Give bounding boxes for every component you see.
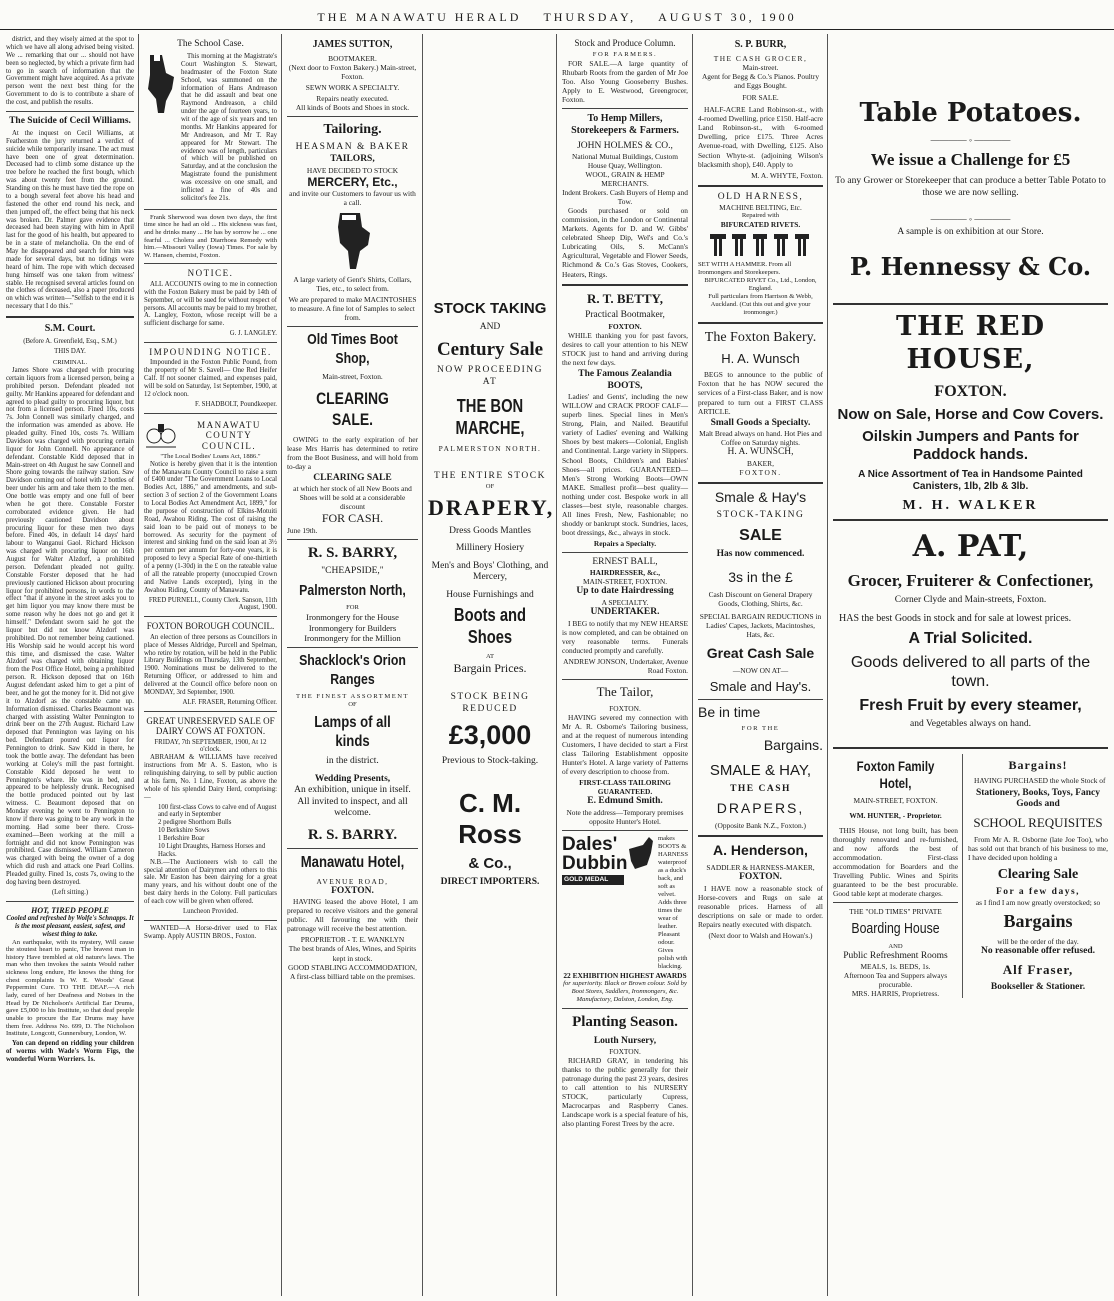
schnapps-headline: HOT, TIRED PEOPLE — [31, 905, 109, 915]
boarding-house-headline: Boarding House — [851, 920, 940, 938]
special-bargain: SPECIAL BARGAIN REDUCTIONS in Ladies' Capes, Jackets, Macintoshes, Hats, &c. — [699, 611, 822, 639]
clearing-sale-banner: CLEARING SALE — [313, 472, 392, 483]
schnapps-tagline: Cooled and refreshed by Wolfe's Schnapps. It is the most pleasant, easiest, safest, and wisest thing to take. — [6, 914, 134, 938]
column-rule — [138, 34, 139, 1296]
farmers-label: FOR FARMERS. — [592, 50, 658, 58]
opposite-bank: (Opposite Bank N.Z., Foxton.) — [715, 820, 806, 830]
be-in-time: Be in time — [698, 703, 761, 720]
heasman-baker-macintosh: We are prepared to make MACINTOSHES to measure. A fine lot of Samples to select from. — [288, 295, 417, 323]
goods-delivered: Goods delivered to all parts of the town. — [850, 653, 1091, 691]
wunsch-signature: H. A. WUNSCH, — [727, 447, 794, 458]
divider — [144, 413, 277, 414]
pointing-hand-icon — [330, 211, 376, 271]
divider — [287, 647, 418, 648]
betty-body: WHILE thanking you for past favors, desires to call your attention to his NEW STOCK just to hand and arriving during the next few days. — [562, 331, 688, 368]
mercery-headline: MERCERY, Etc., — [307, 174, 398, 189]
ironmongery-builders: Ironmongery for Builders — [308, 622, 397, 633]
refreshment-rooms: Public Refreshment Rooms — [843, 950, 948, 961]
column-rule — [281, 34, 282, 1296]
wool-merchants: WOOL, GRAIN & HEMP MERCHANTS. — [585, 170, 665, 189]
machine-belting: MACHINE BELTING, Etc. — [719, 203, 802, 213]
divider — [144, 209, 277, 210]
ball-address: MAIN-STREET, FOXTON. — [582, 577, 668, 587]
repaired-with: Repaired with — [741, 212, 780, 220]
the-cash-label: THE CASH — [730, 784, 791, 795]
malt-bread: Malt Bread always on hand. Hot Pies and Coffee on Saturday nights. — [699, 429, 822, 448]
order-of-day: will be the order of the day. — [997, 937, 1079, 947]
heasman-baker-variety: A large variety of Gent's Shirts, Collars, Ties, etc., to select from. — [293, 275, 412, 294]
hotel-town: FOXTON. — [331, 885, 374, 896]
barry-name: R. S. BARRY, — [307, 545, 398, 562]
dales-tail: for superiority. Black or Brown colour. Sold by Boot Stores, Saddlers, Ironmongers, &c. Manufactory, Dalston, London, Eng. — [563, 980, 687, 1004]
divider — [562, 552, 688, 553]
corner-address: Corner Clyde and Main-streets, Foxton. — [894, 595, 1047, 606]
grocer-label: Grocer, Fruiterer & Confectioner, — [847, 570, 1094, 590]
rivet-company: BIFURCATED RIVET Co., Ltd., London, England. — [704, 277, 817, 293]
sale-item: 2 pedigree Shorthorn Bulls — [158, 819, 232, 827]
column-ads-5 — [558, 34, 692, 1296]
hennessy-name: P. Hennessy & Co. — [849, 252, 1092, 282]
commenced-label: Has now commenced. — [716, 549, 805, 560]
previous-note: Previous to Stock-taking. — [441, 756, 539, 767]
column-ads-3 — [283, 34, 422, 1296]
red-house-town: FOXTON. — [934, 383, 1007, 401]
holmes-name: JOHN HOLMES & CO., — [577, 140, 673, 151]
sale-item: 10 Berkshire Sows — [158, 827, 210, 835]
holmes-body: Goods purchased or sold on commission, in the London or Continental Markets. Agents for D. and W. Gibbs' celebrated Sheep Dip, Wel's and Co.'s Lubricating Oils, S. McCann's Agricultural, Vegetable and Flower Seeds, Richmond & Co.'s Gas Stoves, Cookers, Heaters, Rings. — [562, 206, 688, 279]
burr-name: S. P. BURR, — [734, 39, 787, 50]
clearing-sale-label: Clearing Sale — [997, 866, 1079, 882]
family-hotel-proprietor: WM. HUNTER, - Proprietor. — [849, 811, 942, 821]
lamps-district: in the district. — [326, 756, 379, 766]
family-hotel-headline: Foxton Family Hotel, — [856, 757, 935, 791]
small-goods: Small Goods a Specialty. — [710, 417, 811, 428]
rhubarb-ad: FOR SALE.—A large quantity of Rhubarb Roots from the garden of Mr Joe Too. Also Young Gooseberry Bushes. Apply to E. Westwood, Greengrocer, Foxton. — [562, 59, 688, 105]
baker-label: BAKER, — [747, 458, 774, 468]
whyte-signature: M. A. WHYTE, Foxton. — [751, 170, 823, 180]
smale-hay-name: SMALE & HAY, — [709, 762, 812, 779]
wunsch-body: BEGS to announce to the public of Foxton that he has NOW secured the services of a First-class Baker, and is now prepared to turn out a FIRST CLASS ARTICLE. — [698, 370, 823, 416]
divider — [287, 326, 418, 327]
smith-name: E. Edmund Smith. — [587, 796, 663, 807]
for-sale-label: FOR SALE. — [742, 93, 779, 103]
divider — [6, 901, 134, 902]
fresh-fruit: Fresh Fruit by every steamer, — [859, 696, 1082, 714]
no-offer-refused: No reasonable offer refused. — [981, 946, 1095, 957]
family-hotel-address: MAIN-STREET, FOXTON. — [853, 796, 938, 806]
ironmongery-house: Ironmongery for the House — [306, 612, 399, 623]
page-date: AUGUST 30, 1900 — [658, 10, 797, 24]
council-body: Notice is hereby given that it is the intention of the Manawatu County Council to raise a sum of £400 under "The Government Loans to Local Bodies Act, 1886," and amendments, and sub-section 3 of section 2 of the Government Loans to Local Bodies Act Amendment Act, 1899," for the purpose of construction of Elkins-Motuiti Road, Awahou Riding. The cost of raising the said loan to be paid out of moneys to be borrowed. As security for the payment of interest and sinking fund on the said loan at 3½ per centum per annum for forty-one years, it is proposed to levy a Special Rate of one-thirtieth of a penny (1-30d) in the £ on the rateable value of all the rateable property (unoccupied Crown and Native Lands excepted), lying in the Awahou Riding, County of Manawatu. — [144, 460, 277, 594]
divider — [144, 616, 277, 617]
sutton-address: (Next door to Foxton Bakery.) Main-street, Foxton. — [288, 63, 417, 82]
column-bon-marche — [424, 34, 556, 1296]
divider — [287, 116, 418, 117]
burr-address: Main-street. — [742, 63, 779, 73]
afternoon-tea: Afternoon Tea and Suppers always procurable. — [843, 971, 948, 990]
zealandia-body: Ladies' and Gents', including the new WILLOW and CRACK PROOF CALF—superb lines. Special lines in Men's Strong, Plain, and Nailed. Beautiful variety of Ladies' evening and Walking Shoes by best makers—Colonial, English and Continental. Large variety in Slippers. School Boots, Children's and Babies' Shoes—all prices. GUARANTEED—Men's Strong Working Boots—OWN MAKE. Smallest profit—best quality—nothing under cost. Bespoke work in all classes—best style, reasonable charges. All lines Fresh, New, Fashionable; no shoddy or bankrupt stock. Sundries, laces, boot dressings, &c., always in stock. — [562, 392, 688, 537]
impounding-headline: IMPOUNDING NOTICE. — [149, 347, 272, 358]
court-article: James Shore was charged with procuring certain liquors from a licensed person, being a prohibited person. Defendant pleaded not guilty. Mr Hankins appeared for defendant and agreed to plead guilty to procuring liquor, but not from a licensed person. Fined 10s, costs 7s. John Connell was similarly charged, and the information was amended as above. He pleaded guilty. Fined 10s, costs 7s. William Davidson was charged with procuring certain liquor for John Connell. No appearance of defendant. Constable Kidd deposed that in Main-street on 4th August he saw Connell and Shore going towards the railway station. Saw Davidson coming out of hotel with 2 bottles of beer under his arm and take them to the men. One bottle was empty and one full of beer when he got there. Constable Forster corroborated evidence given. He had previously cautioned Davidson about procuring liquor for these men two days before. Fined 40s, in default 14 days' hard labour to Wanganui Gaol. Richard Hickson was charged with procuring liquor on 16th August for Walter Alzdorf, a prohibited person. Defendant pleaded not guilty. Constable Forster deposed that he had previously cautioned Hickson about procuring liquor for prohibited persons, in words to the effect "that if anyone in the street asks you to get him liquor you may know there must be some reason why he does not go and get it himself." Defendant sworn said he got the liquor but did not know Alzdorf was prohibited. Do not remember being cautioned. His Worship said he would accept his word this time, and dismissed the case. Walter Alzdorf was charged with obtaining liquor from the Post Office Hotel, being a prohibited person. R. Hickson deposed that on 16th August defendant asked him to get a pint of beer, and he got the money for it. Did not give it to Alzdorf as the constable came up. Information dismissed. Charles Beaumont was charged with assisting Walter Pennington to drink beer on the 27th August. Richard Law deposed that Pennington was laying on his bed. Defendant poured out liquor for Pennington to drink. Saw Kidd in there, he took the bottle away. The defendant has been working at Coley's mill the past fortnight. Constable Kidd deposed he went to Pennington's whare. He was in bed, and appeared to be helplessly drunk. Recognised the bottle produced pointed out by last witness. C. Beaumont deposed that on Monday evening he went to Pennington to know if there was going to be any work in the morning. Had some beer there. Cross-examined—Been working at the mill a fortnight and did not know Pennington was prohibited. Case dismissed. William Cameron was charged with being the owner of a dog which did rush and attack one Pearl Collins. Pleaded guilty. Fined 1s, costs 7s, owing to the dog having been destroyed. — [6, 367, 134, 886]
divider — [562, 1008, 688, 1009]
louth-nursery: Louth Nursery, — [593, 1035, 657, 1046]
old-times-headline: Old Times Boot Shop, — [307, 331, 398, 367]
dress-goods: Dress Goods Mantles — [449, 525, 531, 536]
hotel-proprietor: PROPRIETOR - T. E. WANKLYN — [300, 935, 405, 945]
dairy-sale-body: ABRAHAM & WILLIAMS have received instructions from Mr A. S. Easton, who is relinquishing dairying, to sell by public auction at his farm, No. 1 Line, Foxton, as above the whole of his splendid Dairy Herd, comprising:— — [144, 754, 277, 801]
hairdressing-specialty: A SPECIALTY. — [601, 598, 649, 608]
gray-body: RICHARD GRAY, in tendering his thanks to the public generally for their patronage during the past 23 years, desires to call attention to his NURSERY STOCK, particularly Cupress, Macrocarpas and Raspberry Canes. Landscape work is a special feature of his, also planting Forest Trees by the acre. — [562, 1056, 688, 1129]
left-sitting: (Left sitting.) — [51, 888, 89, 896]
hotel-stabling: GOOD STABLING ACCOMMODATION, — [288, 962, 417, 972]
manawatu-hotel-headline: Manawatu Hotel, — [300, 854, 405, 872]
hotel-body: HAVING leased the above Hotel, I am prepared to receive visitors and the general public. All favouring me with their patronage will receive the best attention. — [287, 897, 418, 934]
rivet-icon — [706, 232, 816, 258]
impounding-signature: F. SHADBOLT, Poundkeeper. — [195, 400, 277, 408]
coat-of-arms-icon — [144, 420, 178, 450]
half-acre-listing: HALF-ACRE Land Robinson-st., with 4-roomed Dwelling, price £150. Half-acre Land Robinson-st., with 6-roomed Dwelling, price £175. Three Acres Avenue-road, with Dwelling, £125. Also Section Whyte-st. (adjoining Wilson's blacksmith shop), £40. Apply to — [698, 105, 823, 169]
remedy-note: Frank Sherwood was down two days, the first time since he had an old ... His sickness was fast, and he drinks many ... He has by sorrow he ... one fearful ... Cholera and Diarrhoea Remedy with him.—Missouri Valley (Iowa) Times. For sale by W. Hansen, chemist, Foxton. — [144, 213, 277, 259]
tailor-headline: The Tailor, — [596, 683, 654, 699]
cash-discount: Cash Discount on General Drapery Goods, Clothing, Shirts, &c. — [708, 589, 813, 608]
oilskin-jumpers: Oilskin Jumpers and Pants for Paddock hands. — [862, 428, 1079, 464]
worm-figs-ad: Yon can depend on ridding your children of worms with Wade's Worm Figs, the wonderful Worm Worriers. 1s. — [6, 1039, 134, 1063]
council-signature: FRED PURNELL, County Clerk. Sanson, 11th August, 1900. — [148, 596, 277, 612]
bakery-town: FOXTON. — [739, 467, 782, 477]
ironmongery-million: Ironmongery for the Million — [304, 632, 401, 643]
council-headline: MANAWATU COUNTY COUNCIL. — [197, 419, 261, 451]
smale-hay-repeat: Smale and Hay's. — [709, 678, 812, 694]
article-intro: district, and they wisely aimed at the spot to which we have all along advised being visited. We ... remarking that our ... should not have been so neglected, by which a private firm had to go in search of information that the Government might have acquired. As a private person went the next best thing for the Government to do is to contribute a share of the cost, and publish the results. — [6, 36, 134, 106]
trial-solicited: A Trial Solicited. — [908, 630, 1033, 648]
holmes-address: National Mutual Buildings, Custom House Quay, Wellington. — [572, 152, 678, 171]
indent-brokers: Indent Brokers. Cash Buyers of Hemp and Tow. — [562, 188, 688, 207]
column-news-2 — [140, 34, 281, 1296]
horse-covers: Now on Sale, Horse and Cow Covers. — [837, 405, 1104, 423]
hotel-billiard: A first-class billiard table on the premises. — [290, 971, 415, 981]
red-house-headline: THE RED HOUSE, — [895, 311, 1045, 376]
harris-signature: MRS. HARRIS, Proprietress. — [851, 989, 940, 999]
court-criminal: CRIMINAL. — [52, 359, 88, 367]
column-ads-7 — [829, 34, 1112, 1296]
century-sale-headline: Century Sale — [436, 338, 544, 360]
borough-body: An election of three persons as Councillors in place of Messes Aldridge, Purcell and Spelman, who retire by rotation, will be held in the Public Library Buildings on Thursday, 13th September, 1900. Nominations must be delivered to the Returning Officer, or addressed to him and delivered at the Council office before noon on MONDAY, 3rd September, 1900. — [144, 633, 277, 696]
betty-name: R. T. BETTY, — [587, 290, 663, 306]
smith-note: Note the address—Temporary premises opposite Hunter's Hotel. — [566, 807, 684, 826]
drapery-headline: DRAPERY, — [428, 494, 555, 520]
challenge-body: To any Grower or Storekeeper that can produce a better Table Potato to those we are now selling. — [835, 176, 1106, 198]
sutton-specialty: SEWN WORK A SPECIALTY. — [305, 83, 400, 93]
column-rule — [827, 34, 828, 1296]
ornament: ———— ◦ ———— — [930, 134, 1011, 145]
notice-signature: G. J. LANGLEY. — [229, 330, 277, 338]
borough-headline: FOXTON BOROUGH COUNCIL. — [146, 621, 275, 632]
dales-body: makes BOOTS & HARNESS waterproof as a duck's back, and soft as velvet. Adds three times the wear of leather. Pleasant odour. Gives polish with blacking. — [657, 834, 688, 971]
challenge-headline: We issue a Challenge for £5 — [870, 149, 1071, 169]
house-furnishings: House Furnishings and — [446, 589, 534, 600]
zealandia-headline: The Famous Zealandia BOOTS, — [578, 369, 672, 391]
burr-agent: Agent for Begg & Co.'s Pianos. Poultry and Eggs Bought. — [701, 72, 820, 91]
suicide-headline: The Suicide of Cecil Williams. — [9, 115, 131, 126]
henderson-name: A. Henderson, — [713, 841, 808, 858]
sale-item: 1 Berkshire Boar — [158, 835, 205, 842]
court-day: THIS DAY. — [54, 348, 86, 356]
family-hotel-ad — [833, 754, 963, 999]
june-date: June 19th. — [287, 526, 318, 535]
school-headline: The School Case. — [177, 39, 244, 49]
divider — [698, 322, 823, 324]
cheapside: "CHEAPSIDE," — [321, 566, 384, 577]
tailor-body: HAVING severed my connection with Mr A. R. Osborne's Tailoring business, and at the request of numerous intending Customers, I have decided to start a First class Tailoring Establishment opposite Hunter's Hotel. A large variety of Patterns of every description to choose from. — [562, 712, 688, 776]
palmerston-north: PALMERSTON NORTH. — [438, 444, 542, 454]
divider — [562, 830, 688, 831]
hammer-note: SET WITH A HAMMER. From all Ironmongers and Storekeepers. — [698, 261, 792, 277]
divider — [562, 679, 688, 680]
shacklock-headline: Shacklock's Orion Ranges — [299, 652, 406, 688]
pointing-hand-icon — [627, 835, 655, 875]
jonson-signature: ANDREW JONSON, Undertaker, Avenue Road Foxton. — [563, 656, 688, 675]
burr-subtitle: THE CASH GROCER, — [713, 54, 808, 64]
masthead — [0, 10, 1114, 30]
repairs-specialty: Repairs a Specialty. — [593, 538, 657, 548]
stock-reduced: STOCK BEING REDUCED — [450, 692, 530, 714]
few-days: For a few days, — [995, 886, 1081, 897]
bookseller-label: Bookseller & Stationer. — [990, 981, 1086, 992]
family-hotel-body: THIS House, not long built, has been thoroughly renovated and re-furnished, and now affords the best of accommodation. First-class accommodation for Boarders and the Travelling Public. Wines and Spirits guaranteed to be the best procurable. Good table kept at moderate charges. — [833, 826, 958, 899]
stock-column-headline: Stock and Produce Column. — [574, 38, 676, 48]
divider — [698, 185, 823, 187]
impounding-body: Impounded in the Foxton Public Pound, from the property of Mr S. Savell— One Red Heifer Calf. If not sooner claimed, and expenses paid, will be sold on Saturday, 1st September, 1900, at 12 o'clock noon. — [144, 359, 277, 398]
ball-trade: HAIRDRESSER, &c., — [589, 568, 661, 578]
boots-shoes-headline: Boots and Shoes — [453, 605, 527, 648]
henderson-body: I HAVE now a reasonable stock of Horse-covers and Rugs on sale at reasonable prices. Harness of all descriptions on sale or made to order. Repairs neatly executed with dispatch. — [698, 883, 823, 929]
discount-headline: 3s in the £ — [728, 568, 793, 585]
column-rule — [422, 34, 423, 1296]
luncheon-note: Luncheon Provided. — [182, 907, 239, 915]
ornament: ———— ◦ ———— — [930, 213, 1011, 224]
heasman-baker-invite: and invite our Customers to favour us with a call. — [289, 189, 416, 208]
wedding-headline: Wedding Presents, — [314, 773, 391, 784]
divider — [562, 284, 688, 286]
dairy-sale-note: N.B.—The Auctioneers wish to call the special attention of Dairymen and others to this sale. Mr Easton has been dairying for a great many years, and his without doubt one of the best dairy herds in the Colony. Full particulars of each cow will be given when offered. — [144, 858, 277, 905]
heasman-baker-trade: TAILORS, — [330, 154, 375, 165]
hemp-headline: To Hemp Millers, Storekeepers & Farmers. — [571, 113, 679, 137]
sutton-trade: BOOTMAKER. — [328, 54, 377, 64]
heasman-baker-decided: HAVE DECIDED TO STOCK — [306, 165, 399, 175]
old-times-private: THE "OLD TIMES" PRIVATE — [849, 907, 942, 917]
sale-label: SALE — [739, 526, 782, 544]
divider — [6, 316, 134, 318]
fraser-name: Alf Fraser, — [1002, 961, 1074, 977]
peppermint-ad: An earthquake, with its mystery, Will cause the stoutest heart to panic, The bravest man in history Have trembled at old nature's laws. The man who then invokes the saints Would rather sickness long endure, He knows the thing for chest complaints Is W. E. Woods' Great Peppermint Cure. TO THE DEAF.—A rich lady, cured of her Deafness and Noises in the Head by Dr Nicholson's Artificial Ear Drums, gave £5,000 to his Institute, so that deaf people unable to procure the Ear Drums may have them free. Address No. 699, D. The Nicholson Institute, Longcott, Gunnersbury, London, W. — [6, 938, 134, 1038]
dairy-sale-headline: GREAT UNRESERVED SALE OF DAIRY COWS AT FOXTON. — [146, 715, 275, 737]
suicide-article: At the inquest on Cecil Williams, at Featherston the jury returned a verdict of suicide while temporarily insane. The act must have been one of great determination. Deceased had to climb some distance up the tree before he reached the first bough, which was about twenty feet from the ground. Standing on this he must have tied the rope on to a bough several feet above his head and fastened the other end round his neck, and then jumped off, the effect being that his neck was broken. Dr. Palmer gave evidence that deceased had been staying with him in April last for the good of his health, but appeared to be in a state of melancholia. On the end of May he disappeared and search for him was made for several days, but no tidings were heard of him. The rope with which deceased hung himself was one taken from witness' stable. He recognised several articles found on the clothes of deceased, also a paper produced on which was written—"Selfish to the end it is necessary that I do this." — [6, 129, 134, 311]
gold-medal-badge: GOLD MEDAL — [562, 875, 624, 885]
stationery-label: Stationery, Books, Toys, Fancy Goods and — [975, 787, 1101, 810]
clothing: Men's and Boys' Clothing, and Mercery, — [431, 560, 549, 583]
table-potatoes-headline: Table Potatoes. — [859, 98, 1082, 128]
divider — [144, 711, 277, 712]
dairy-sale-date: FRIDAY, 7th SEPTEMBER, 1900, At 12 o'clock. — [154, 738, 267, 754]
borough-signature: ALF. FRASER, Returning Officer. — [182, 698, 277, 706]
bon-marche-headline: THE BON MARCHE, — [455, 396, 525, 439]
purchased-note: HAVING PURCHASED the whole Stock of — [974, 776, 1106, 786]
tailor-guarantee: FIRST-CLASS TAILORING GUARANTEED. — [579, 777, 671, 796]
next-door-note: (Next door to Walsh and Howan's.) — [708, 930, 813, 940]
for-the-label: FOR THE — [741, 724, 780, 732]
bargains-banner: Bargains — [1003, 911, 1073, 932]
dales-dubbin-logo: Dales' Dubbin — [562, 833, 628, 874]
lamps-headline: Lamps of all kinds — [314, 713, 391, 751]
divider — [287, 539, 418, 540]
ross-co: & Co., — [468, 855, 512, 873]
reduction-amount: £3,000 — [448, 720, 532, 751]
drapers-label: DRAPERS, — [716, 799, 805, 816]
hotel-road: AVENUE ROAD, — [316, 876, 389, 886]
saddler-label: SADDLER & HARNESS-MAKER, — [706, 863, 815, 873]
louth-town: FOXTON. — [609, 1047, 641, 1057]
pat-name: A. PAT, — [912, 529, 1029, 565]
court-headline: S.M. Court. — [44, 323, 96, 335]
divider — [698, 699, 823, 700]
betty-trade: Practical Bootmaker, — [585, 310, 665, 321]
great-cash-sale: Great Cash Sale — [706, 644, 815, 661]
divider — [144, 263, 277, 264]
school-requisites: SCHOOL REQUISITES — [973, 814, 1103, 830]
sale-item: 10 Light Draughts, Harness Horses and Hacks. — [158, 842, 266, 858]
column-rule — [556, 34, 557, 1296]
clearing-sale-tail: at which her stock of all New Boots and Shoes will be sold at a considerable discount — [293, 484, 412, 512]
of-label: OF — [348, 700, 357, 708]
planting-headline: Planting Season. — [572, 1014, 678, 1031]
and-label: AND — [479, 322, 501, 333]
ross-name: C. M. Ross — [458, 787, 522, 850]
for-label: FOR — [346, 604, 359, 612]
clearing-sale-body: OWING to the early expiration of her lease Mrs Harris has determined to retire from the Boot Business, and will hold from to-day a — [287, 434, 418, 471]
divider — [698, 482, 823, 484]
direct-importers: DIRECT IMPORTERS. — [440, 877, 540, 888]
invited-note: All invited to inspect, and all welcome. — [297, 796, 408, 819]
tea-assortment: A Nice Assortment of Tea in Handsome Painted Canisters, 1lb, 2lb & 3lb. — [858, 468, 1083, 492]
smale-hay-headline: Smale & Hay's — [714, 488, 807, 505]
from-osborne: From Mr A. R. Osborne (late Joe Too), who has sold out that branch of his business to me, I have decided upon holding a — [968, 834, 1108, 862]
column-news-1 — [2, 34, 138, 1296]
bargains-label: Bargains. — [763, 736, 823, 753]
council-act: "The Local Bodies' Loans Act, 1886." — [160, 453, 261, 461]
sutton-name: JAMES SUTTON, — [312, 39, 393, 50]
entire-stock: THE ENTIRE STOCK — [434, 471, 546, 482]
rivet-particulars: Full particulars from Harrison & Webb, Auckland. (Cut this out and give your ironmonger.) — [708, 293, 813, 317]
barry-signature: R. S. BARRY. — [307, 826, 398, 843]
tailoring-headline: Tailoring. — [323, 122, 382, 138]
betty-town: FOXTON. — [608, 321, 642, 331]
paper-name: THE MANAWATU HERALD — [317, 10, 522, 24]
undertaker-headline: UNDERTAKER. — [590, 607, 660, 618]
bifurcated-rivets: BIFURCATED RIVETS. — [720, 220, 801, 230]
school-article: This morning at the Magistrate's Court Washington S. Stewart, headmaster of the Foxton State School, was summoned on the information of Hans Andreason that he did assault and beat one Raymond Andreason, a child under the age of fourteen years, to wit of the age of six years and ten months. Mr Hankins appeared for Mr Andreason, and Mr T. Ray appeared for Mr Stewart. The evidence was of length, particulars of which will be published on Saturday, and at the conclusion the Magistrate found the punishment was excessive on one small, and inflicted a fine of 40s and solicitor's fee 21s. — [181, 53, 277, 202]
heasman-baker-names: HEASMAN & BAKER — [295, 142, 410, 153]
sample-note: A sample is on exhibition at our Store. — [897, 226, 1044, 237]
sutton-stock: All kinds of Boots and Shoes in stock. — [295, 103, 410, 113]
ball-name: ERNEST BALL, — [592, 556, 658, 567]
jonson-body: I BEG to notify that my NEW HEARSE is now completed, and can be obtained on very reasonable terms. Funerals conducted promptly and carefully. — [562, 618, 688, 655]
notice-body: ALL ACCOUNTS owing to me in connection with the Foxton Bakery must be paid by 14th of September, or will be sued for without respect of persons. All accounts may be paid to my brother, A. Langley, Foxton, whose receipt will be a sufficient discharge for same. — [144, 280, 277, 328]
pointing-hand-icon — [144, 53, 178, 115]
palmerston-headline: Palmerston North, — [299, 581, 406, 599]
old-times-address: Main-street, Foxton. — [322, 372, 383, 382]
sutton-repairs: Repairs neatly executed. — [316, 94, 389, 104]
column-ads-6 — [694, 34, 827, 1296]
wanted-ad: WANTED—A Horse-driver used to Flax Swamp. Apply AUSTIN BROS., Foxton. — [144, 924, 277, 940]
bakery-headline: The Foxton Bakery. — [704, 330, 817, 346]
pat-body: HAS the best Goods in stock and for sale at lowest prices. — [839, 613, 1072, 625]
walker-name: M. H. WALKER — [902, 498, 1039, 514]
divider — [698, 835, 823, 837]
bargain-prices: Bargain Prices. — [453, 661, 527, 676]
up-to-date: Up to date Hairdressing — [576, 586, 674, 597]
divider — [144, 920, 277, 921]
divider — [833, 747, 1108, 749]
hotel-ales: The best brands of Ales, Wines, and Spirits kept in stock. — [288, 944, 417, 963]
divider — [287, 848, 418, 849]
and-label: AND — [888, 942, 903, 950]
divider — [833, 303, 1108, 305]
divider — [562, 108, 688, 109]
now-proceeding: NOW PROCEEDING AT — [436, 365, 544, 387]
divider — [833, 902, 958, 903]
clearing-sale-headline: CLEARING SALE. — [316, 389, 389, 429]
dales-awards: 22 EXHIBITION HIGHEST AWARDS — [563, 971, 687, 981]
tailor-town: FOXTON. — [609, 703, 641, 713]
at-label: AT — [485, 653, 495, 661]
wunsch-name: H. A. Wunsch — [721, 350, 800, 366]
meals-beds: MEALS, 1s. BEDS, 1s. — [860, 962, 931, 972]
for-cash: FOR CASH. — [321, 511, 384, 526]
bargains-headline: Bargains! — [1008, 757, 1068, 772]
court-subtitle: (Before A. Greenfield, Esq., S.M.) — [23, 337, 117, 345]
notice-headline: NOTICE. — [187, 268, 234, 279]
exhibition-note: An exhibition, unique in itself. — [294, 785, 411, 796]
sale-item: 100 first-class Cows to calve end of August and early in September — [158, 803, 277, 819]
overstocked-note: as I find I am now greatly overstocked; so — [975, 898, 1101, 908]
of-label: OF — [485, 482, 495, 490]
stock-taking-label: STOCK-TAKING — [716, 509, 805, 520]
stock-taking-headline: STOCK TAKING — [433, 300, 547, 317]
old-harness: OLD HARNESS, — [717, 191, 804, 202]
page-day: THURSDAY, — [543, 10, 637, 24]
column-rule — [692, 34, 693, 1296]
henderson-town: FOXTON. — [739, 872, 782, 883]
finest-label: THE FINEST ASSORTMENT — [295, 692, 410, 700]
divider — [144, 342, 277, 343]
divider — [833, 519, 1108, 521]
fraser-ad — [968, 754, 1108, 999]
divider — [6, 111, 134, 112]
millinery: Millinery Hosiery — [455, 543, 525, 554]
now-on-at: —NOW ON AT— — [732, 665, 789, 675]
vegetables-note: and Vegetables always on hand. — [910, 719, 1031, 730]
